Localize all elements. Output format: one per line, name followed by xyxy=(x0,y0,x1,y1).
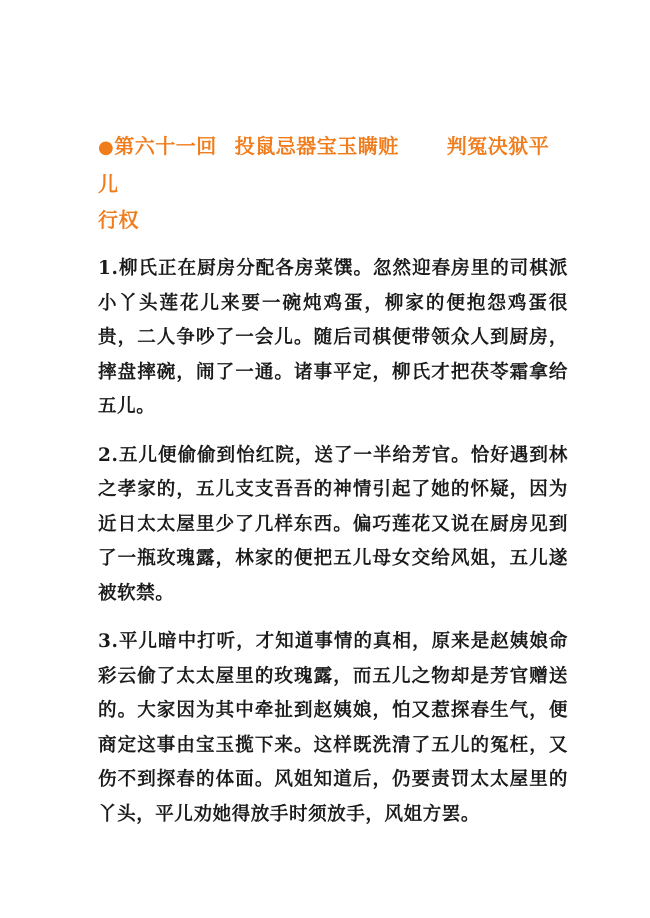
paragraph-3: 3.平儿暗中打听，才知道事情的真相，原来是赵姨娘命彩云偷了太太屋里的玫瑰露，而五儿之物却是芳官赠送的。大家因为其中牵扯到赵姨娘，怕又惹探春生气，便商定这事由宝玉揽下来。这样既洗清了五儿的冤枉，又伤不到探春的体面。风姐知道后，仍要责罚太太屋里的丫头，平儿劝她得放手时须放手，风姐方罢。 xyxy=(98,631,568,825)
title-part-1: 投鼠忌器宝玉瞒赃 xyxy=(234,134,399,158)
paragraph-1: 1.柳氏正在厨房分配各房菜馔。忽然迎春房里的司棋派小丫头莲花儿来要一碗炖鸡蛋，柳家的便抱怨鸡蛋很贵，二人争吵了一会儿。随后司棋便带领众人到厨房，摔盘摔碗，闹了一通。诸事平定，柳氏才把茯苓霜拿给五儿。 xyxy=(98,258,568,417)
title-part-2: 判冤决狱平儿 xyxy=(98,134,550,196)
document-page xyxy=(98,128,568,846)
paragraph-2: 2.五儿便偷偷到怡红院，送了一半给芳官。恰好遇到林之孝家的，五儿支支吾吾的神情引起了她的怀疑，因为近日太太屋里少了几样东西。偏巧莲花又说在厨房见到了一瓶玫瑰露，林家的便把五儿母女交给风姐，五儿遂被软禁。 xyxy=(98,444,568,604)
title-part-2-continued: 行权 xyxy=(98,208,139,232)
chapter-number: 第六十一回 xyxy=(114,134,217,158)
bullet-icon: ● xyxy=(98,137,115,158)
chapter-title xyxy=(98,128,568,238)
